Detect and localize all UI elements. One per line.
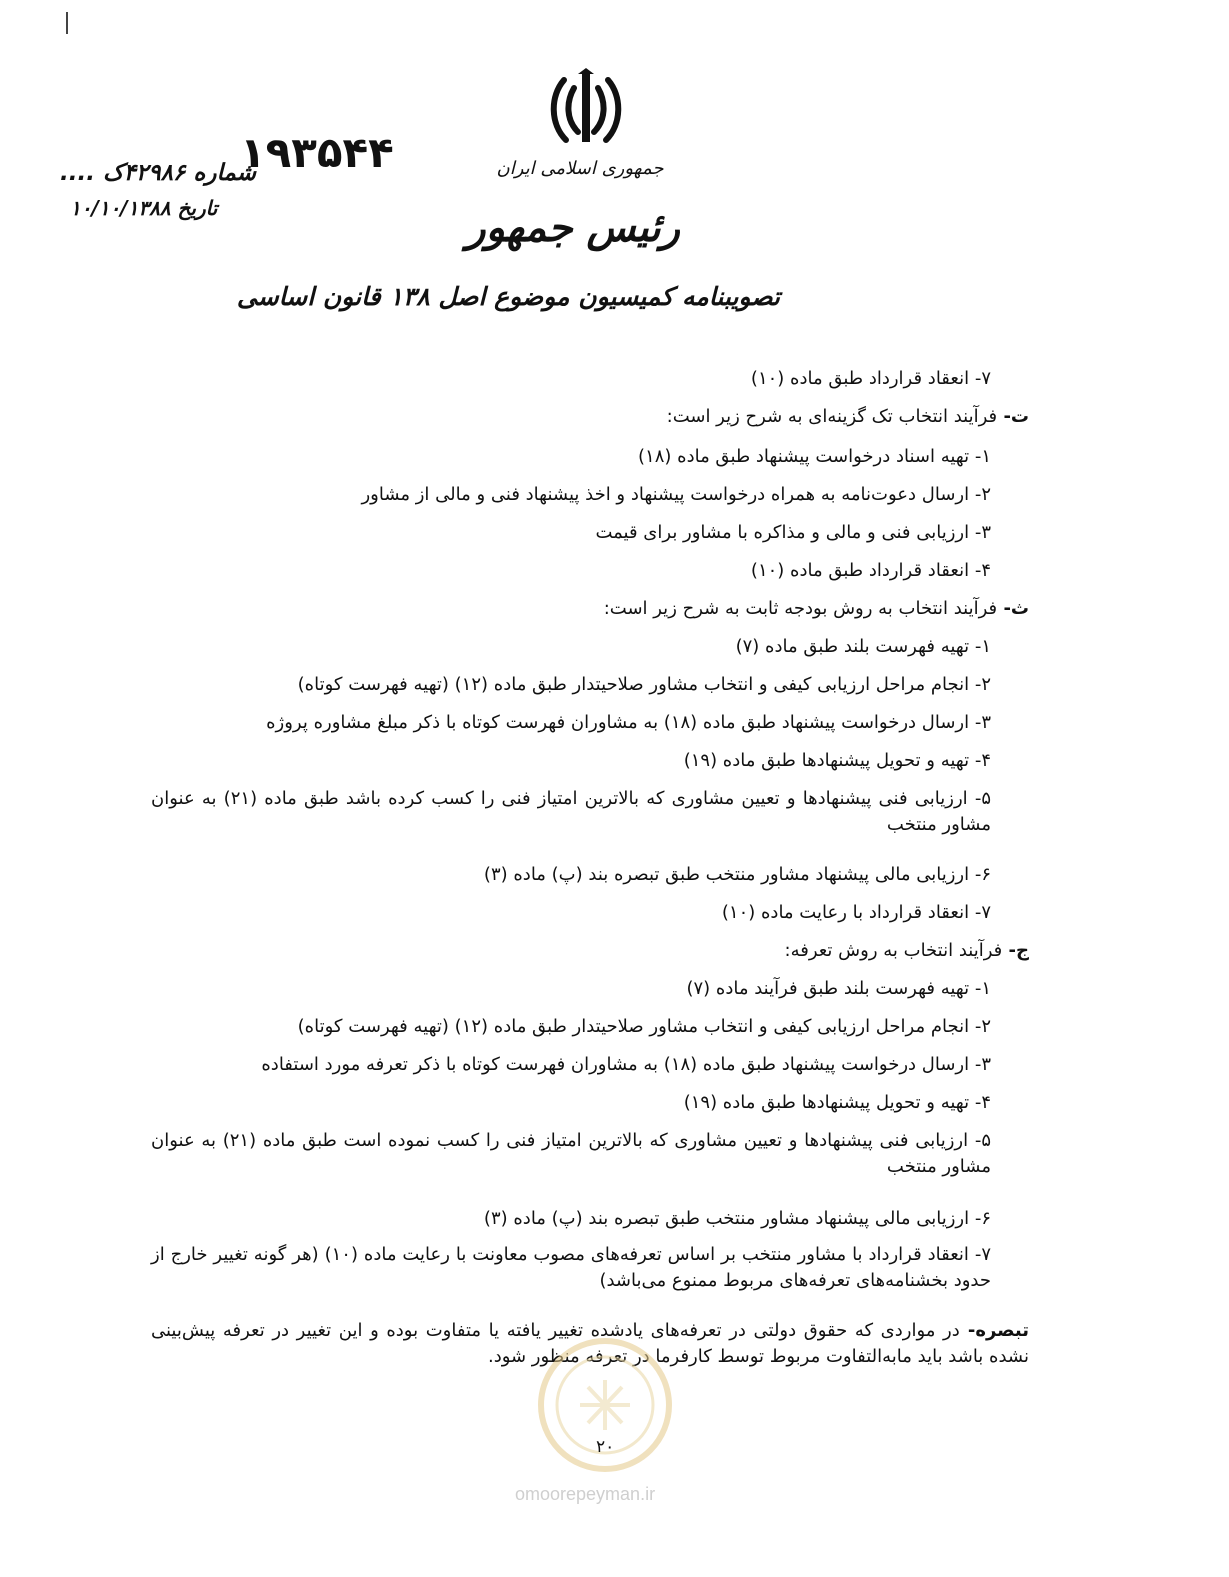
section-heading: ث- فرآیند انتخاب به روش بودجه ثابت به شرح زیر است:	[603, 598, 1029, 619]
list-item: ۳- ارسال درخواست پیشنهاد طبق ماده (۱۸) به مشاوران فهرست کوتاه با ذکر تعرفه مورد استفاده	[261, 1054, 991, 1075]
iran-emblem-icon	[544, 68, 628, 152]
list-item: ۱- تهیه فهرست بلند طبق ماده (۷)	[735, 636, 991, 657]
list-item: ۱- تهیه فهرست بلند طبق فرآیند ماده (۷)	[686, 978, 991, 999]
page-number: ۲۰	[596, 1437, 615, 1457]
document-date: تاریخ ۱۰/۱۰/۱۳۸۸	[70, 196, 218, 220]
list-item: ۷- انعقاد قرارداد با مشاور منتخب بر اساس تعرفه‌های مصوب معاونت با رعایت ماده (۱۰) (هر گونه تغییر خارج از حدود بخشنامه‌های تعرفه‌های مربوط ممنوع می‌باشد)	[151, 1244, 991, 1291]
site-watermark: omoorepeyman.ir	[515, 1484, 656, 1504]
list-item: ۶- ارزیابی مالی پیشنهاد مشاور منتخب طبق تبصره بند (پ) ماده (۳)	[483, 1208, 991, 1229]
list-item: ۳- ارزیابی فنی و مالی و مذاکره با مشاور برای قیمت	[595, 522, 991, 543]
reference-number: شماره ۴۲۹۸۶ک ....	[60, 160, 257, 186]
list-item: ۴- تهیه و تحویل پیشنهادها طبق ماده (۱۹)	[683, 1092, 991, 1113]
commission-title: تصویبنامه کمیسیون موضوع اصل ۱۳۸ قانون اساسی	[236, 282, 780, 311]
corner-mark	[66, 12, 68, 34]
list-item: ۷- انعقاد قرارداد با رعایت ماده (۱۰)	[721, 902, 991, 923]
country-name: جمهوری اسلامی ایران	[496, 158, 664, 179]
list-item: ۲- انجام مراحل ارزیابی کیفی و انتخاب مشاور صلاحیتدار طبق ماده (۱۲) (تهیه فهرست کوتاه)	[297, 1016, 991, 1037]
list-item: ۴- انعقاد قرارداد طبق ماده (۱۰)	[750, 560, 991, 581]
list-item: ۲- ارسال دعوت‌نامه به همراه درخواست پیشنهاد و اخذ پیشنهاد فنی و مالی از مشاور	[361, 484, 991, 505]
list-item: ۳- ارسال درخواست پیشنهاد طبق ماده (۱۸) به مشاوران فهرست کوتاه با ذکر مبلغ مشاوره پروژه	[266, 712, 991, 733]
note-paragraph: تبصره- در مواردی که حقوق دولتی در تعرفه‌های یادشده تغییر یافته یا متفاوت بوده و این تغییر در تعرفه پیش‌بینی نشده باشد باید مابه‌التفاوت مربوط توسط کارفرما در تعرفه منظور شود.	[151, 1320, 1030, 1367]
section-heading: ت- فرآیند انتخاب تک گزینه‌ای به شرح زیر است:	[666, 406, 1029, 427]
list-item: ۶- ارزیابی مالی پیشنهاد مشاور منتخب طبق تبصره بند (پ) ماده (۳)	[483, 864, 991, 885]
list-item: ۱- تهیه اسناد درخواست پیشنهاد طبق ماده (۱۸)	[638, 446, 991, 467]
list-item: ۴- تهیه و تحویل پیشنهادها طبق ماده (۱۹)	[683, 750, 991, 771]
section-heading: ج- فرآیند انتخاب به روش تعرفه:	[784, 940, 1029, 961]
list-item: ۷- انعقاد قرارداد طبق ماده (۱۰)	[750, 368, 991, 389]
president-title: رئیس جمهور	[466, 204, 680, 251]
list-item: ۵- ارزیابی فنی پیشنهادها و تعیین مشاوری که بالاترین امتیاز فنی را کسب نموده است طبق ماده (۲۱) به عنوان مشاور منتخب	[151, 1130, 991, 1177]
list-item: ۵- ارزیابی فنی پیشنهادها و تعیین مشاوری که بالاترین امتیاز فنی را کسب کرده باشد طبق ماده (۲۱) به عنوان مشاور منتخب	[151, 788, 991, 835]
stamp-number: ۱۹۳۵۴۴	[240, 128, 394, 177]
list-item: ۲- انجام مراحل ارزیابی کیفی و انتخاب مشاور صلاحیتدار طبق ماده (۱۲) (تهیه فهرست کوتاه)	[297, 674, 991, 695]
